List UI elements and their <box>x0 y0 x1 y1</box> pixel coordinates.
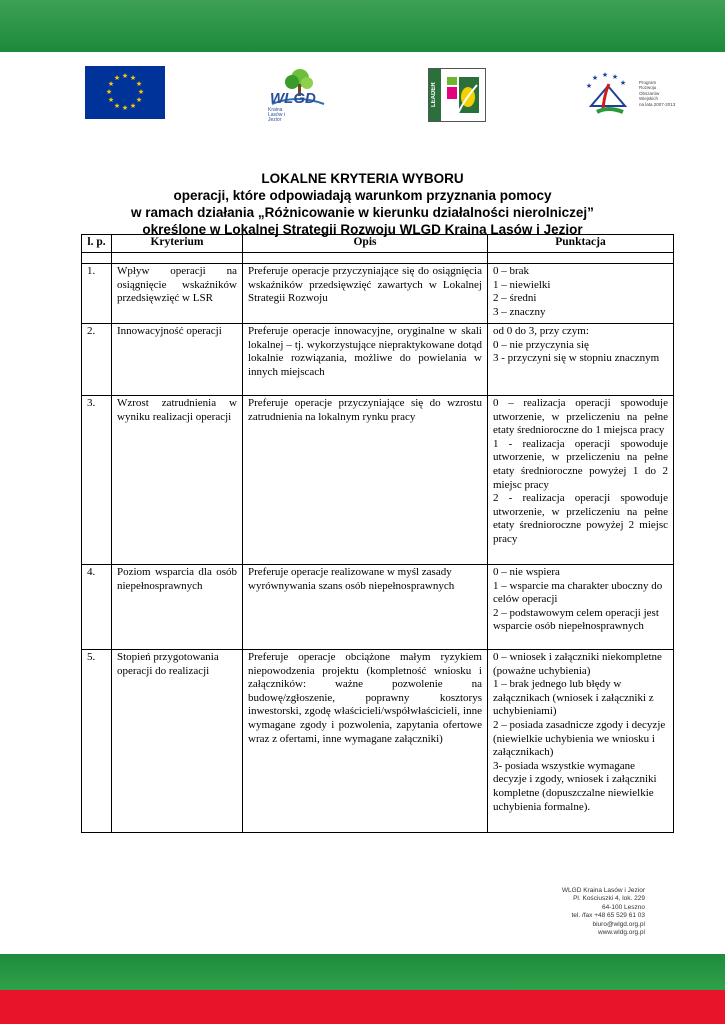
row-number: 4. <box>82 565 112 650</box>
top-green-band <box>0 0 725 52</box>
table-row <box>82 565 674 650</box>
row-description: Preferuje operacje innowacyjne, oryginalne w skali lokalnej – tj. wykorzystujące niepraktykowane dotąd lokalnie rozwiązania, możliwe do powielania w innych miejscach <box>243 324 488 396</box>
footer-city: 64-100 Leszno <box>601 903 645 911</box>
svg-text:★: ★ <box>113 102 121 110</box>
svg-text:★: ★ <box>129 102 137 110</box>
row-scoring: od 0 do 3, przy czym: 0 – nie przyczynia się 3 - przyczyni się w stopniu znacznym <box>488 324 674 396</box>
header-criterion: Kryterium <box>112 235 243 253</box>
row-number: 2. <box>82 324 112 396</box>
svg-text:★: ★ <box>107 80 115 88</box>
row-description: Preferuje operacje przyczyniające się do wzrostu zatrudnienia na lokalnym rynku pracy <box>243 396 488 565</box>
title-line-3: w ramach działania „Różnicowanie w kierunku działalności nierolniczej” <box>131 205 594 220</box>
criteria-table <box>81 234 674 833</box>
prow-logo <box>583 70 695 120</box>
wlgd-logo <box>262 64 332 124</box>
footer-website: www.wldg.org.pl <box>598 929 645 937</box>
title-line-2: operacji, które odpowiadają warunkom przyznania pomocy <box>173 188 552 203</box>
footer-org-name: WLGD Kraina Lasów i Jezior <box>561 887 645 894</box>
header-scoring: Punktacja <box>488 235 674 253</box>
table-row <box>82 324 674 396</box>
svg-text:★: ★ <box>137 88 145 96</box>
row-criterion: Innowacyjność operacji <box>112 324 243 396</box>
wlgd-logo-subtitle: Kraina Lasów i Jezior <box>268 107 285 123</box>
footer-street: Pl. Kościuszki 4, lok. 229 <box>573 895 645 903</box>
row-criterion: Stopień przygotowania operacji do realizacji <box>112 650 243 833</box>
row-scoring: 0 – wniosek i załączniki niekompletne (poważne uchybienia) 1 – brak jednego lub błędy w załącznikach (wniosek i załączniki z uchybieniami) 2 – posiada zasadnicze zgody i decyzje (niewielkie uchybienia we wniosku i załącznikach) 3- posiada wszystkie wymagane decyzje i zgody, wniosek i załączniki kompletne (dopuszczalne niewielkie uchybienia formalne). <box>488 650 674 833</box>
row-description: Preferuje operacje realizowane w myśl zasady wyrównywania szans osób niepełnosprawnych <box>243 565 488 650</box>
row-number: 3. <box>82 396 112 565</box>
title-line-1: LOKALNE KRYTERIA WYBORU <box>261 171 464 186</box>
svg-text:★: ★ <box>611 73 619 81</box>
svg-text:★: ★ <box>129 74 137 82</box>
prow-logo-text: Program Rozwoju Obszarów Wiejskich na lata 2007-2013 <box>639 80 676 107</box>
svg-text:★: ★ <box>585 82 593 90</box>
footer-address <box>480 887 645 937</box>
svg-text:★: ★ <box>135 96 143 104</box>
wlgd-logo-text: WLGD <box>270 90 316 107</box>
header-lp: l. p. <box>82 235 112 253</box>
svg-text:★: ★ <box>591 74 599 82</box>
row-criterion: Wzrost zatrudnienia w wyniku realizacji operacji <box>112 396 243 565</box>
row-criterion: Poziom wsparcia dla osób niepełnosprawnych <box>112 565 243 650</box>
row-scoring: 0 – realizacja operacji spowoduje utworzenie, w przeliczeniu na pełne etaty średnioroczne do 1 miejsca pracy 1 - realizacja operacji spowoduje utworzenie, w przeliczeniu na pełne etaty średnioroczne powyżej 1 do 2 miejsc pracy 2 - realizacja operacji spowoduje utworzenie, w przeliczeniu na pełne etaty średnioroczne powyżej 2 miejsc pracy <box>488 396 674 565</box>
svg-text:★: ★ <box>601 71 609 79</box>
svg-text:★: ★ <box>105 88 113 96</box>
document-title <box>60 170 665 238</box>
leader-logo <box>428 68 486 122</box>
row-number: 5. <box>82 650 112 833</box>
row-description: Preferuje operacje obciążone małym ryzykiem niepowodzenia projektu (kompletność wniosku i załączników: ważne pozwolenie na budowę/zgłoszenie, poprawny kosztorys inwestorski, zgodę właścicieli/współwłaścicieli, inne wymagane zgody i pozwolenia, zapytania ofertowe wraz z ofertami, inne wymagane załączniki) <box>243 650 488 833</box>
row-scoring: 0 – nie wspiera 1 – wsparcie ma charakter uboczny do celów operacji 2 – podstawowym celem operacji jest wsparcie osób niepełnosprawnych <box>488 565 674 650</box>
title-line-4: określone w Lokalnej Strategii Rozwoju WLGD Kraina Lasów i Jezior <box>142 222 583 237</box>
table-header-row <box>82 235 674 253</box>
footer-email: biuro@wlgd.org.pl <box>592 920 645 928</box>
table-row <box>82 396 674 565</box>
table-row <box>82 264 674 324</box>
bottom-red-band <box>0 990 725 1024</box>
eu-flag-logo <box>85 66 165 119</box>
footer-phone: tel. /fax +48 65 529 61 03 <box>571 912 645 920</box>
svg-text:★: ★ <box>113 74 121 82</box>
svg-text:★: ★ <box>121 72 129 80</box>
leader-logo-text: LEADER <box>431 82 437 108</box>
row-description: Preferuje operacje przyczyniające się do osiągnięcia wskaźników przedsięwzięć zawartych w Lokalnej Strategii Rozwoju <box>243 264 488 324</box>
bottom-green-band <box>0 954 725 990</box>
svg-text:★: ★ <box>135 80 143 88</box>
table-spacer-row <box>82 253 674 264</box>
header-description: Opis <box>243 235 488 253</box>
row-scoring: 0 – brak 1 – niewielki 2 – średni 3 – znaczny <box>488 264 674 324</box>
row-criterion: Wpływ operacji na osiągnięcie wskaźników przedsięwzięć w LSR <box>112 264 243 324</box>
row-number: 1. <box>82 264 112 324</box>
svg-text:★: ★ <box>619 79 627 87</box>
svg-text:★: ★ <box>107 96 115 104</box>
table-row <box>82 650 674 833</box>
svg-text:★: ★ <box>121 104 129 112</box>
